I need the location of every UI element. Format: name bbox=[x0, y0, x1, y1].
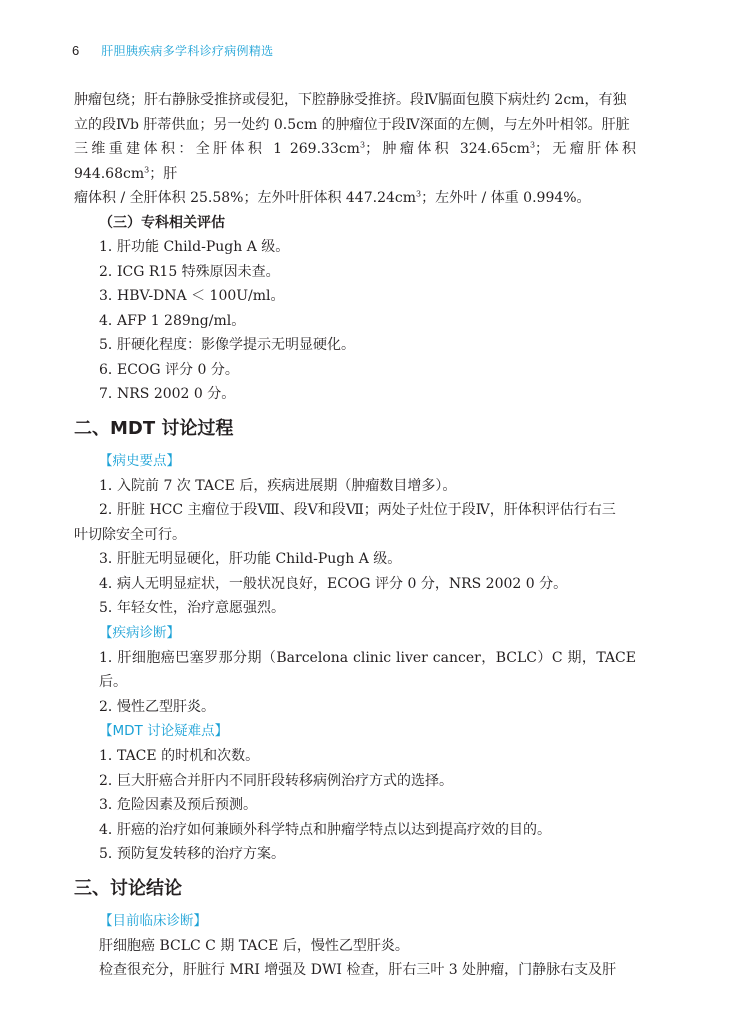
list-text: TACE 的时机和次数。 bbox=[117, 748, 260, 764]
list-number: 4． bbox=[99, 575, 122, 592]
page-number: 6 bbox=[72, 42, 80, 58]
current-diagnosis-tag: 【目前临床诊断】 bbox=[99, 912, 207, 929]
list-number: 2． bbox=[99, 772, 122, 789]
list-number: 5． bbox=[99, 846, 122, 862]
list-item bbox=[74, 596, 636, 621]
list-number: 3． bbox=[99, 551, 122, 567]
list-item bbox=[74, 235, 636, 260]
list-number: 3． bbox=[99, 797, 122, 813]
intro-line-4 bbox=[74, 186, 636, 211]
superscript: 3 bbox=[359, 140, 366, 150]
list-text: ECOG 评分 0 分。 bbox=[117, 361, 239, 378]
difficulty-list bbox=[74, 744, 636, 867]
conclusion-line-1: 肝细胞癌 BCLC C 期 TACE 后，慢性乙型肝炎。 bbox=[99, 937, 409, 954]
volume-body-ratio: ；左外叶 / 体重 0.994%。 bbox=[421, 190, 591, 206]
list-text: 年轻女性，治疗意愿强烈。 bbox=[117, 600, 285, 616]
list-item bbox=[74, 695, 636, 720]
list-number: 2． bbox=[99, 263, 122, 280]
list-text: NRS 2002 0 分。 bbox=[117, 386, 236, 402]
volume-total: 三维重建体积：全肝体积 1 269.33cm bbox=[74, 141, 360, 157]
section-heading-conclusion: 三、讨论结论 bbox=[74, 877, 182, 899]
superscript: 3 bbox=[529, 140, 536, 150]
special-eval-title: （三）专科相关评估 bbox=[99, 214, 225, 231]
conclusion-line-2: 检查很充分，肝脏行 MRI 增强及 DWI 检查，肝右三叶 3 处肿瘤，门静脉右支及肝 bbox=[99, 962, 617, 978]
list-number: 6． bbox=[99, 361, 122, 378]
list-text: 肝脏 HCC 主瘤位于段Ⅷ、段Ⅴ和段Ⅶ；两处子灶位于段Ⅳ，肝体积评估行右三 bbox=[117, 502, 616, 518]
list-number: 4． bbox=[99, 312, 122, 329]
list-number: 2． bbox=[99, 502, 122, 518]
list-number: 5． bbox=[99, 600, 122, 616]
list-text: ICG R15 特殊原因未查。 bbox=[117, 263, 280, 280]
list-item bbox=[74, 284, 636, 309]
list-text: 巨大肝癌合并肝内不同肝段转移病例治疗方式的选择。 bbox=[117, 772, 453, 789]
list-text: 预防复发转移的治疗方案。 bbox=[117, 846, 285, 862]
list-item bbox=[74, 572, 636, 597]
list-item bbox=[74, 333, 636, 358]
list-item bbox=[74, 744, 636, 769]
list-item bbox=[74, 382, 636, 407]
special-eval-list bbox=[74, 235, 636, 407]
volume-ratio: 瘤体积 / 全肝体积 25.58%；左外叶肝体积 447.24cm bbox=[74, 190, 417, 206]
list-text: 危险因素及预后预测。 bbox=[117, 797, 257, 813]
list-number: 4． bbox=[99, 821, 122, 838]
list-item bbox=[74, 358, 636, 383]
list-text: 肝功能 Child-Pugh A 级。 bbox=[117, 239, 290, 255]
section-heading-mdt: 二、MDT 讨论过程 bbox=[74, 417, 234, 439]
list-number: 2． bbox=[99, 698, 122, 715]
list-item bbox=[74, 793, 636, 818]
list-text: 肝硬化程度：影像学提示无明显硬化。 bbox=[117, 337, 355, 353]
list-item bbox=[74, 260, 636, 285]
list-text: 病人无明显症状，一般状况良好，ECOG 评分 0 分，NRS 2002 0 分。 bbox=[117, 575, 568, 592]
list-text: 肝癌的治疗如何兼顾外科学特点和肿瘤学特点以达到提高疗效的目的。 bbox=[117, 821, 551, 838]
list-text: AFP 1 289ng/ml。 bbox=[117, 312, 246, 329]
intro-paragraph bbox=[74, 88, 636, 211]
list-item bbox=[74, 842, 636, 867]
list-number: 5． bbox=[99, 337, 122, 353]
list-item bbox=[74, 309, 636, 334]
volume-continued: ；肝 bbox=[149, 165, 178, 182]
list-text: 入院前 7 次 TACE 后，疾病进展期（肿瘤数目增多）。 bbox=[117, 477, 457, 494]
list-number: 3． bbox=[99, 288, 122, 304]
list-item bbox=[74, 646, 636, 695]
volume-tumor: ；肿瘤体积 324.65cm bbox=[365, 141, 530, 157]
list-number: 7． bbox=[99, 386, 122, 402]
running-title: 肝胆胰疾病多学科诊疗病例精选 bbox=[101, 43, 274, 58]
list-item bbox=[74, 547, 636, 572]
page-content bbox=[74, 88, 636, 983]
list-item bbox=[74, 818, 636, 843]
superscript: 3 bbox=[144, 164, 150, 174]
list-text: 肝细胞癌巴塞罗那分期（Barcelona clinic liver cancer，BCLC）C 期，TACE 后。 bbox=[99, 649, 636, 690]
list-text: 慢性乙型肝炎。 bbox=[117, 698, 215, 715]
list-text: 肝脏无明显硬化，肝功能 Child-Pugh A 级。 bbox=[117, 551, 402, 567]
difficulty-tag: 【MDT 讨论疑难点】 bbox=[99, 723, 229, 739]
list-item bbox=[74, 769, 636, 794]
list-item-continuation: 叶切除安全可行。 bbox=[74, 526, 186, 543]
list-number: 1． bbox=[99, 239, 122, 255]
diagnosis-list bbox=[74, 646, 636, 720]
volume-tumor-free: ；无瘤肝体积 944.68cm bbox=[74, 141, 636, 182]
list-text: HBV-DNA ＜ 100U/ml。 bbox=[117, 288, 285, 304]
list-number: 1． bbox=[99, 649, 122, 666]
history-list bbox=[74, 474, 636, 621]
list-number: 1． bbox=[99, 748, 122, 764]
list-item bbox=[74, 498, 636, 523]
intro-line-3 bbox=[74, 137, 636, 186]
superscript: 3 bbox=[416, 189, 422, 199]
diagnosis-tag: 【疾病诊断】 bbox=[99, 624, 180, 641]
page-header bbox=[72, 40, 273, 60]
intro-line-2: 立的段Ⅳb 肝蒂供血；另一处约 0.5cm 的肿瘤位于段Ⅳ深面的左侧，与左外叶相邻。肝脏 bbox=[74, 116, 630, 133]
list-number: 1． bbox=[99, 477, 122, 494]
intro-line-1: 肿瘤包绕；肝右静脉受推挤或侵犯，下腔静脉受推挤。段Ⅳ膈面包膜下病灶约 2cm，有独 bbox=[74, 92, 627, 108]
list-item bbox=[74, 474, 636, 499]
history-tag: 【病史要点】 bbox=[99, 452, 180, 469]
